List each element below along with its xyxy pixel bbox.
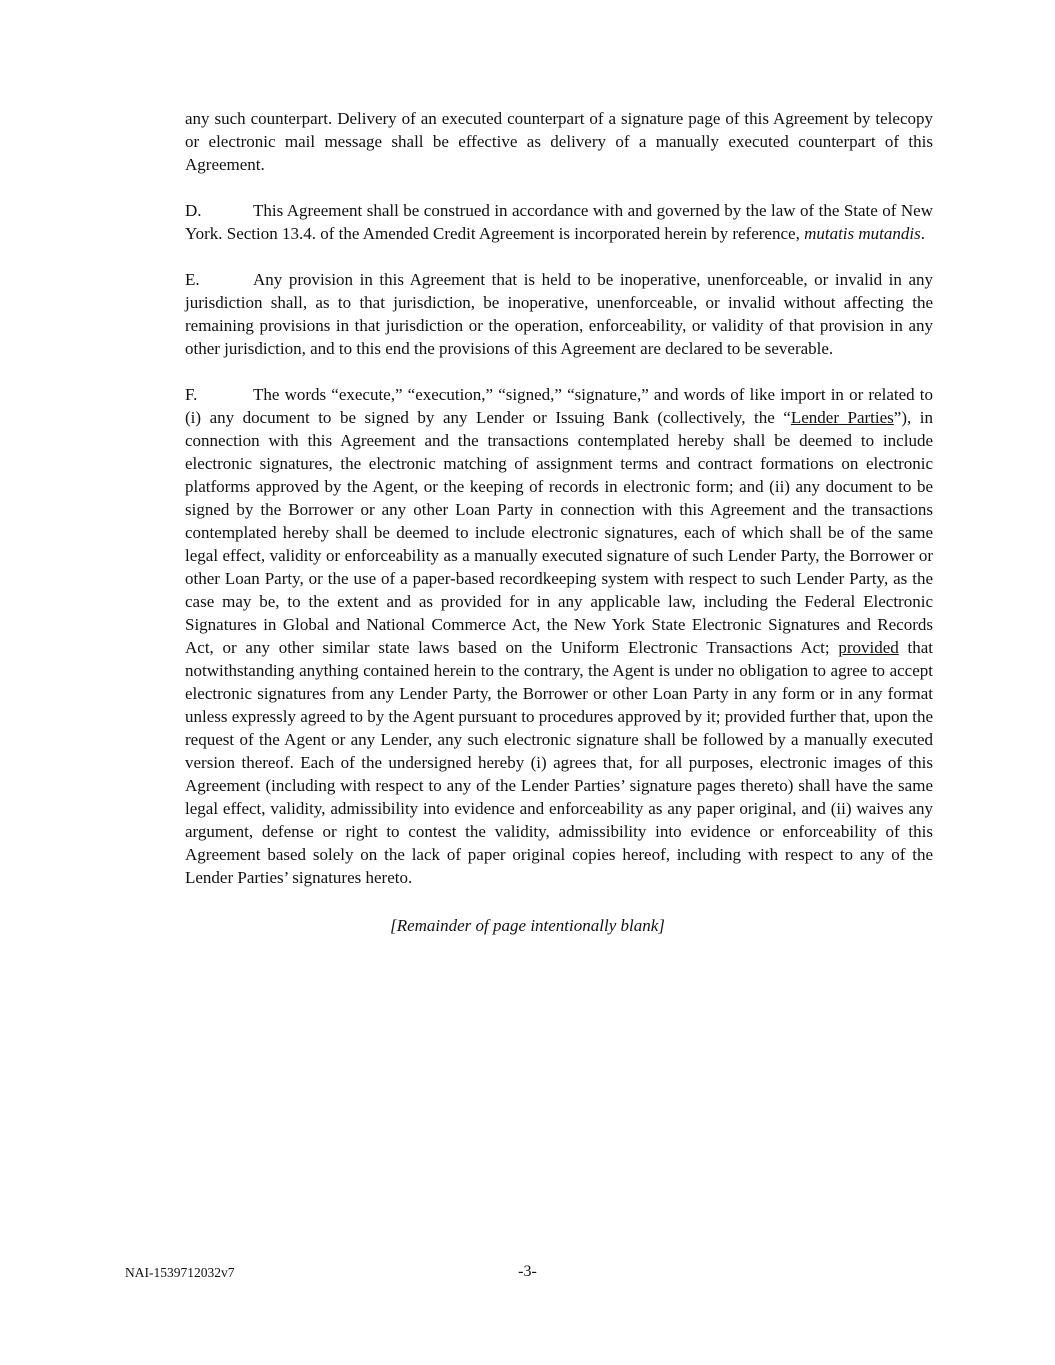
paragraph-text: This Agreement shall be construed in accordance with and governed by the law of the State of New York. Section 13.4. of the Amended Credit Agreement is incorporated herein by reference,	[185, 201, 933, 243]
paragraph-text: ”), in connection with this Agreement and the transactions contemplated hereby shall be deemed to include electronic signatures, the electronic matching of assignment terms and contract formations on electronic platforms approved by the Agent, or the keeping of records in electronic form; and (ii) any document to be signed by the Borrower or any other Loan Party in connection with this Agreement and the transactions contemplated hereby shall be deemed to include electronic signatures, each of which shall be of the same legal effect, validity or enforceability as a manually executed signature of such Lender Party, the Borrower or other Loan Party, or the use of a paper-based recordkeeping system with respect to such Lender Party, as the case may be, to the extent and as provided for in any applicable law, including the Federal Electronic Signatures in Global and National Commerce Act, the New York State Electronic Signatures and Records Act, or any other similar state laws based on the Uniform Electronic Transactions Act;	[185, 408, 933, 657]
paragraph-d	[185, 199, 933, 245]
footer-page-number: -3-	[518, 1263, 537, 1280]
paragraph-text: any such counterpart. Delivery of an executed counterpart of a signature page of this Agreement by telecopy or electronic mail message shall be effective as delivery of a manually executed counterpart of this Agreement.	[185, 109, 933, 174]
paragraph-f	[185, 383, 933, 889]
paragraph-label: D.	[185, 201, 202, 220]
paragraph-text: Any provision in this Agreement that is held to be inoperative, unenforceable, or invalid in any jurisdiction shall, as to that jurisdiction, be inoperative, unenforceable, or invalid without affecting the remaining provisions in that jurisdiction or the operation, enforceability, or validity of that provision in any other jurisdiction, and to this end the provisions of this Agreement are declared to be severable.	[185, 270, 933, 358]
remainder-blank-note: [Remainder of page intentionally blank]	[390, 916, 665, 935]
underlined-proviso-term: provided	[838, 638, 899, 657]
paragraph-text: that notwithstanding anything contained herein to the contrary, the Agent is under no obligation to agree to accept electronic signatures from any Lender Party, the Borrower or other Loan Party in any form or in any format unless expressly agreed to by the Agent pursuant to procedures approved by it; provided further that, upon the request of the Agent or any Lender, any such electronic signature shall be followed by a manually executed version thereof. Each of the undersigned hereby (i) agrees that, for all purposes, electronic images of this Agreement (including with respect to any of the Lender Parties’ signature pages thereto) shall have the same legal effect, validity, admissibility into evidence and enforceability as any paper original, and (ii) waives any argument, defense or right to contest the validity, admissibility into evidence or enforceability of this Agreement based solely on the lack of paper original copies hereof, including with respect to any of the Lender Parties’ signatures hereto.	[185, 638, 933, 887]
document-body	[185, 107, 933, 954]
paragraph-text: The words “execute,” “execution,” “signed,” “signature,” and words of like import in or related to (i) any document to be signed by any Lender or Issuing Bank (collectively, the “	[185, 385, 933, 427]
footer-document-id: NAI-1539712032v7	[125, 1265, 235, 1280]
paragraph-label: F.	[185, 385, 198, 404]
paragraph-e	[185, 268, 933, 360]
paragraph-continuation	[185, 107, 933, 176]
defined-term-lender-parties: Lender Parties	[790, 408, 894, 427]
paragraph-text: .	[920, 224, 925, 243]
italic-phrase: mutatis mutandis	[804, 224, 921, 243]
paragraph-label: E.	[185, 270, 200, 289]
